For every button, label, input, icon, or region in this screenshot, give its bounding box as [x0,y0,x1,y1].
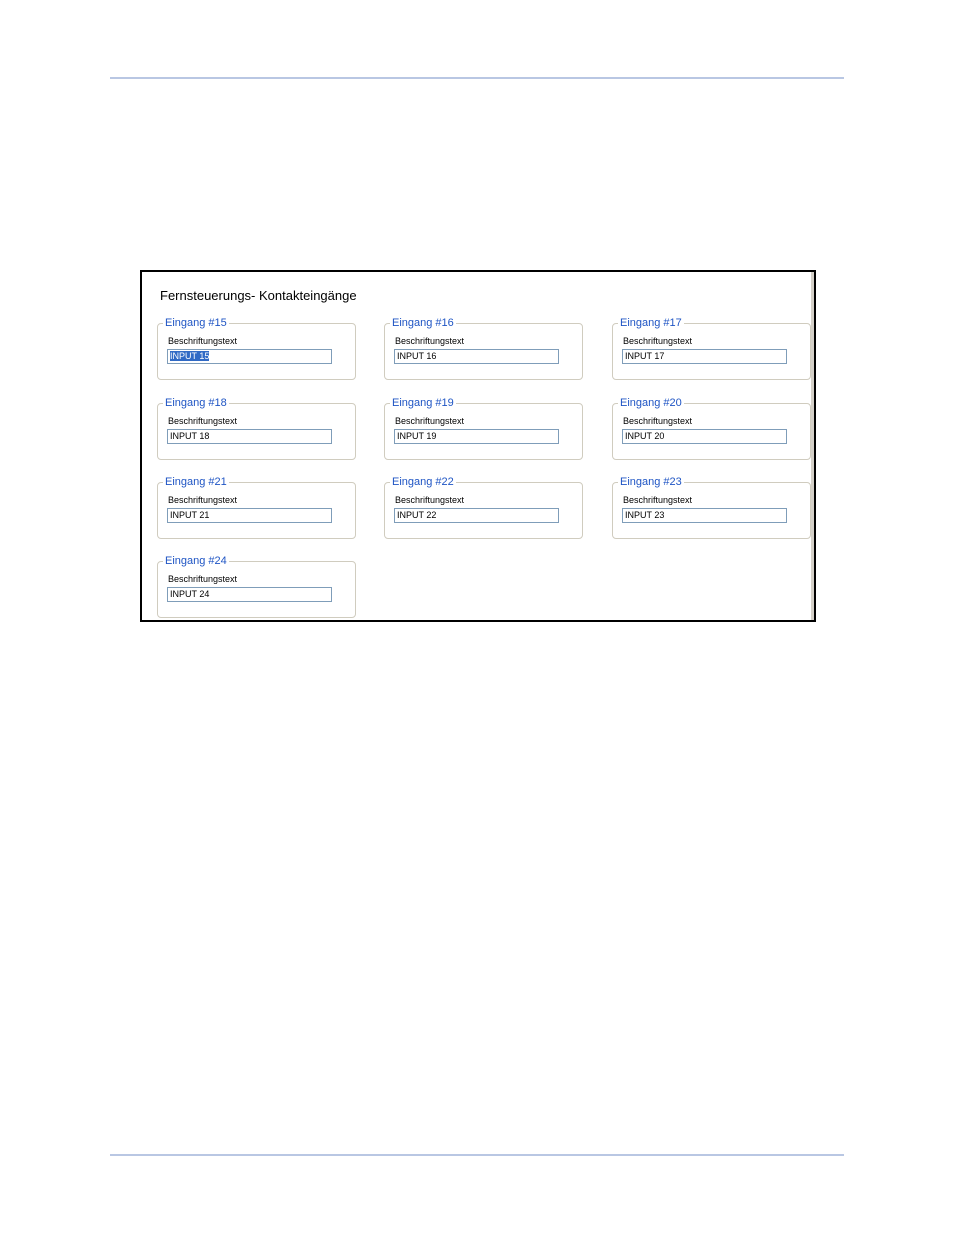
input-group-23 [612,476,811,539]
input-group-15 [157,317,356,380]
label-text-caption: Beschriftungstext [395,336,465,346]
group-legend: Eingang #24 [165,555,227,567]
label-text-caption: Beschriftungstext [395,416,465,426]
label-text-caption: Beschriftungstext [168,574,238,584]
label-text-caption: Beschriftungstext [623,336,693,346]
group-legend: Eingang #19 [392,397,454,409]
label-text-caption: Beschriftungstext [168,336,238,346]
page-footer-rule [110,1154,844,1156]
label-text-caption: Beschriftungstext [395,495,465,505]
label-text-field[interactable]: INPUT 24 [167,587,332,602]
label-text-caption: Beschriftungstext [168,495,238,505]
label-text-caption: Beschriftungstext [623,416,693,426]
label-text-field[interactable]: INPUT 23 [622,508,787,523]
input-group-18 [157,397,356,460]
remote-contact-inputs-panel [140,270,816,622]
selected-text: INPUT 15 [170,351,210,361]
input-group-22 [384,476,583,539]
group-legend: Eingang #16 [392,317,454,329]
input-group-20 [612,397,811,460]
label-text-field[interactable]: INPUT 19 [394,429,559,444]
group-legend: Eingang #15 [165,317,227,329]
label-text-field[interactable]: INPUT 17 [622,349,787,364]
input-group-24 [157,555,356,618]
label-text-field[interactable]: INPUT 16 [394,349,559,364]
label-text-field[interactable] [167,349,332,364]
label-text-field[interactable]: INPUT 18 [167,429,332,444]
label-text-field[interactable]: INPUT 22 [394,508,559,523]
group-legend: Eingang #18 [165,397,227,409]
group-legend: Eingang #22 [392,476,454,488]
label-text-caption: Beschriftungstext [168,416,238,426]
input-group-16 [384,317,583,380]
group-legend: Eingang #17 [620,317,682,329]
label-text-field[interactable]: INPUT 20 [622,429,787,444]
label-text-caption: Beschriftungstext [623,495,693,505]
input-group-21 [157,476,356,539]
page-header-rule [110,77,844,79]
group-legend: Eingang #20 [620,397,682,409]
panel-title: Fernsteuerungs- Kontakteingänge [160,288,357,303]
label-text-field[interactable]: INPUT 21 [167,508,332,523]
input-group-17 [612,317,811,380]
group-legend: Eingang #23 [620,476,682,488]
group-legend: Eingang #21 [165,476,227,488]
input-group-19 [384,397,583,460]
